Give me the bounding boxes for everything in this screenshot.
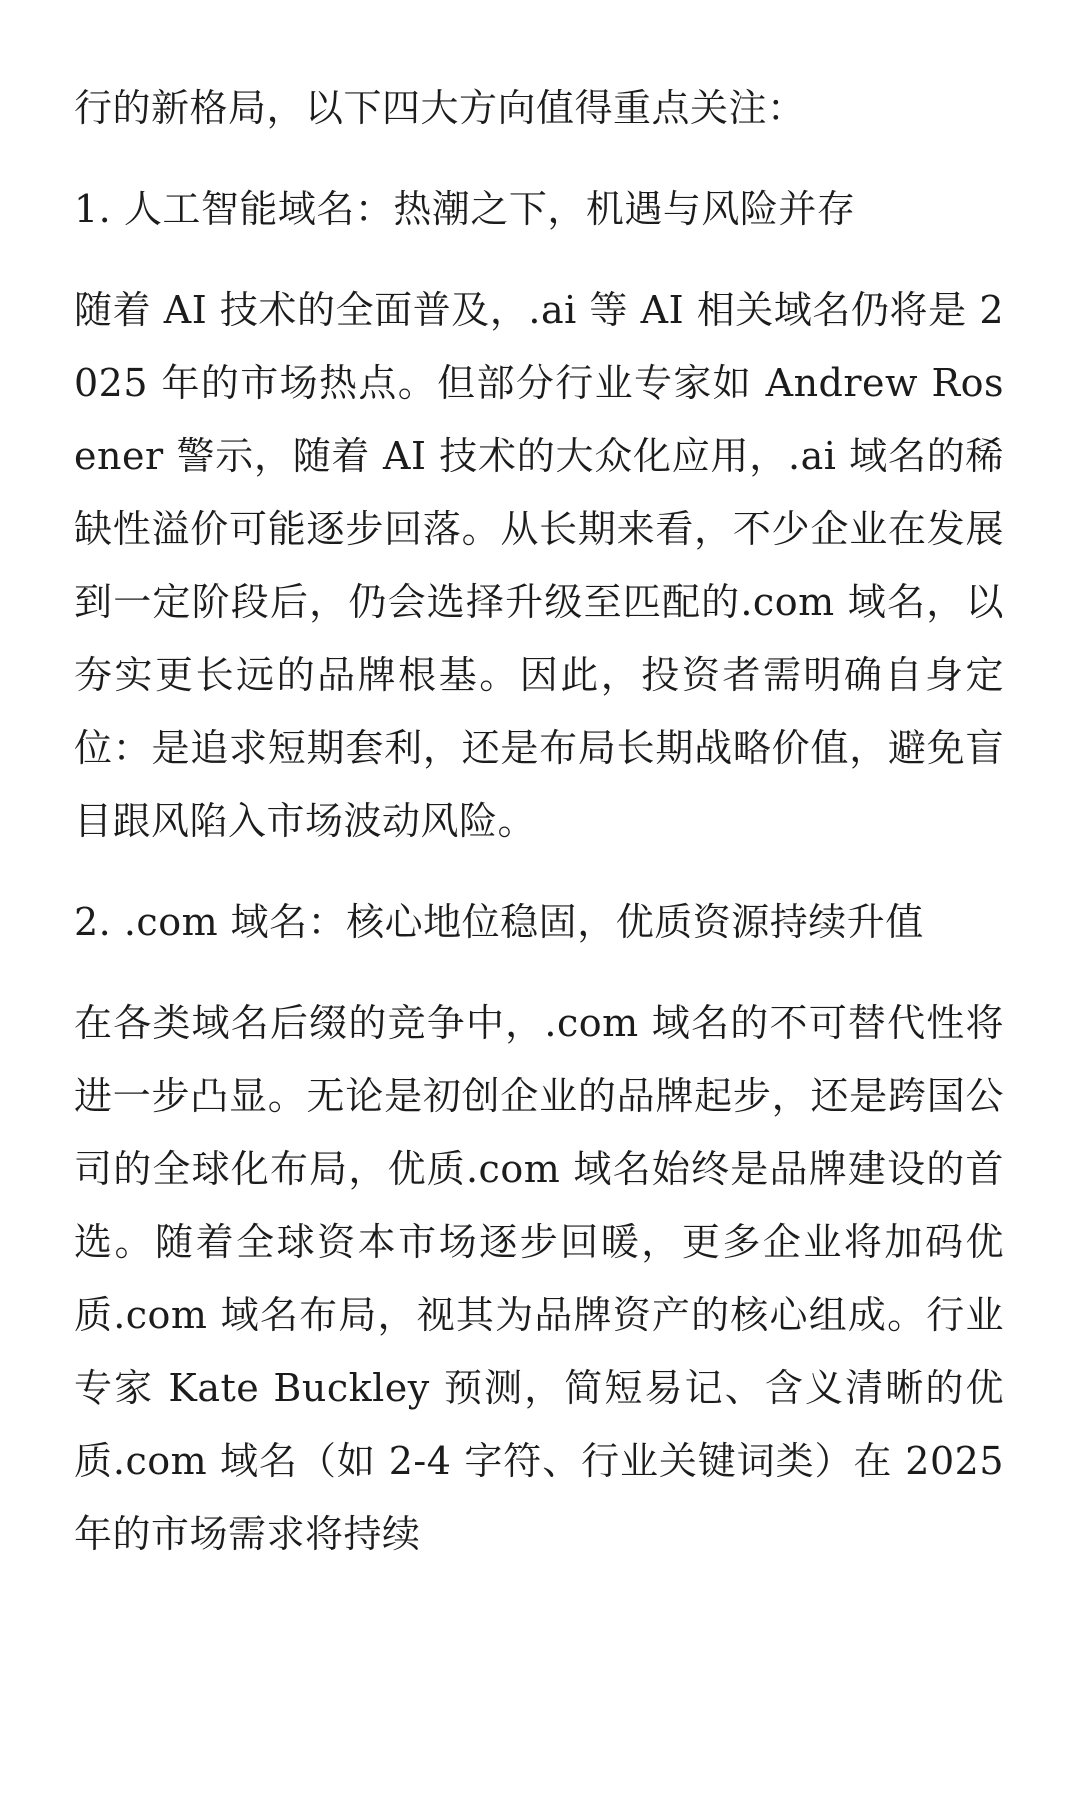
section-heading-com-domains: 2. .com 域名：核心地位稳固，优质资源持续升值 <box>74 900 924 944</box>
section-heading-ai-domains: 1. 人工智能域名：热潮之下，机遇与风险并存 <box>74 187 856 231</box>
article-body <box>74 72 1004 1599</box>
section-body-ai-domains: 随着 AI 技术的全面普及，.ai 等 AI 相关域名仍将是 2025 年的市场热点。但部分行业专家如 Andrew Rosener 警示，随着 AI 技术的大众化应用，.ai 域名的稀缺性溢价可能逐步回落。从长期来看，不少企业在发展到一定阶段后，仍会选择升级至匹配的.com 域名，以夯实更长远的品牌根基。因此，投资者需明确自身定位：是追求短期套利，还是布局长期战略价值，避免盲目跟风陷入市场波动风险。 <box>74 288 1004 843</box>
section-body-com-domains: 在各类域名后缀的竞争中，.com 域名的不可替代性将进一步凸显。无论是初创企业的品牌起步，还是跨国公司的全球化布局，优质.com 域名始终是品牌建设的首选。随着全球资本市场逐步回暖，更多企业将加码优质.com 域名布局，视其为品牌资产的核心组成。行业专家 Kate Buckley 预测，简短易记、含义清晰的优质.com 域名（如 2-4 字符、行业关键词类）在 2025 年的市场需求将持续 <box>74 1001 1004 1556</box>
intro-paragraph-tail: 行的新格局，以下四大方向值得重点关注： <box>74 86 806 130</box>
